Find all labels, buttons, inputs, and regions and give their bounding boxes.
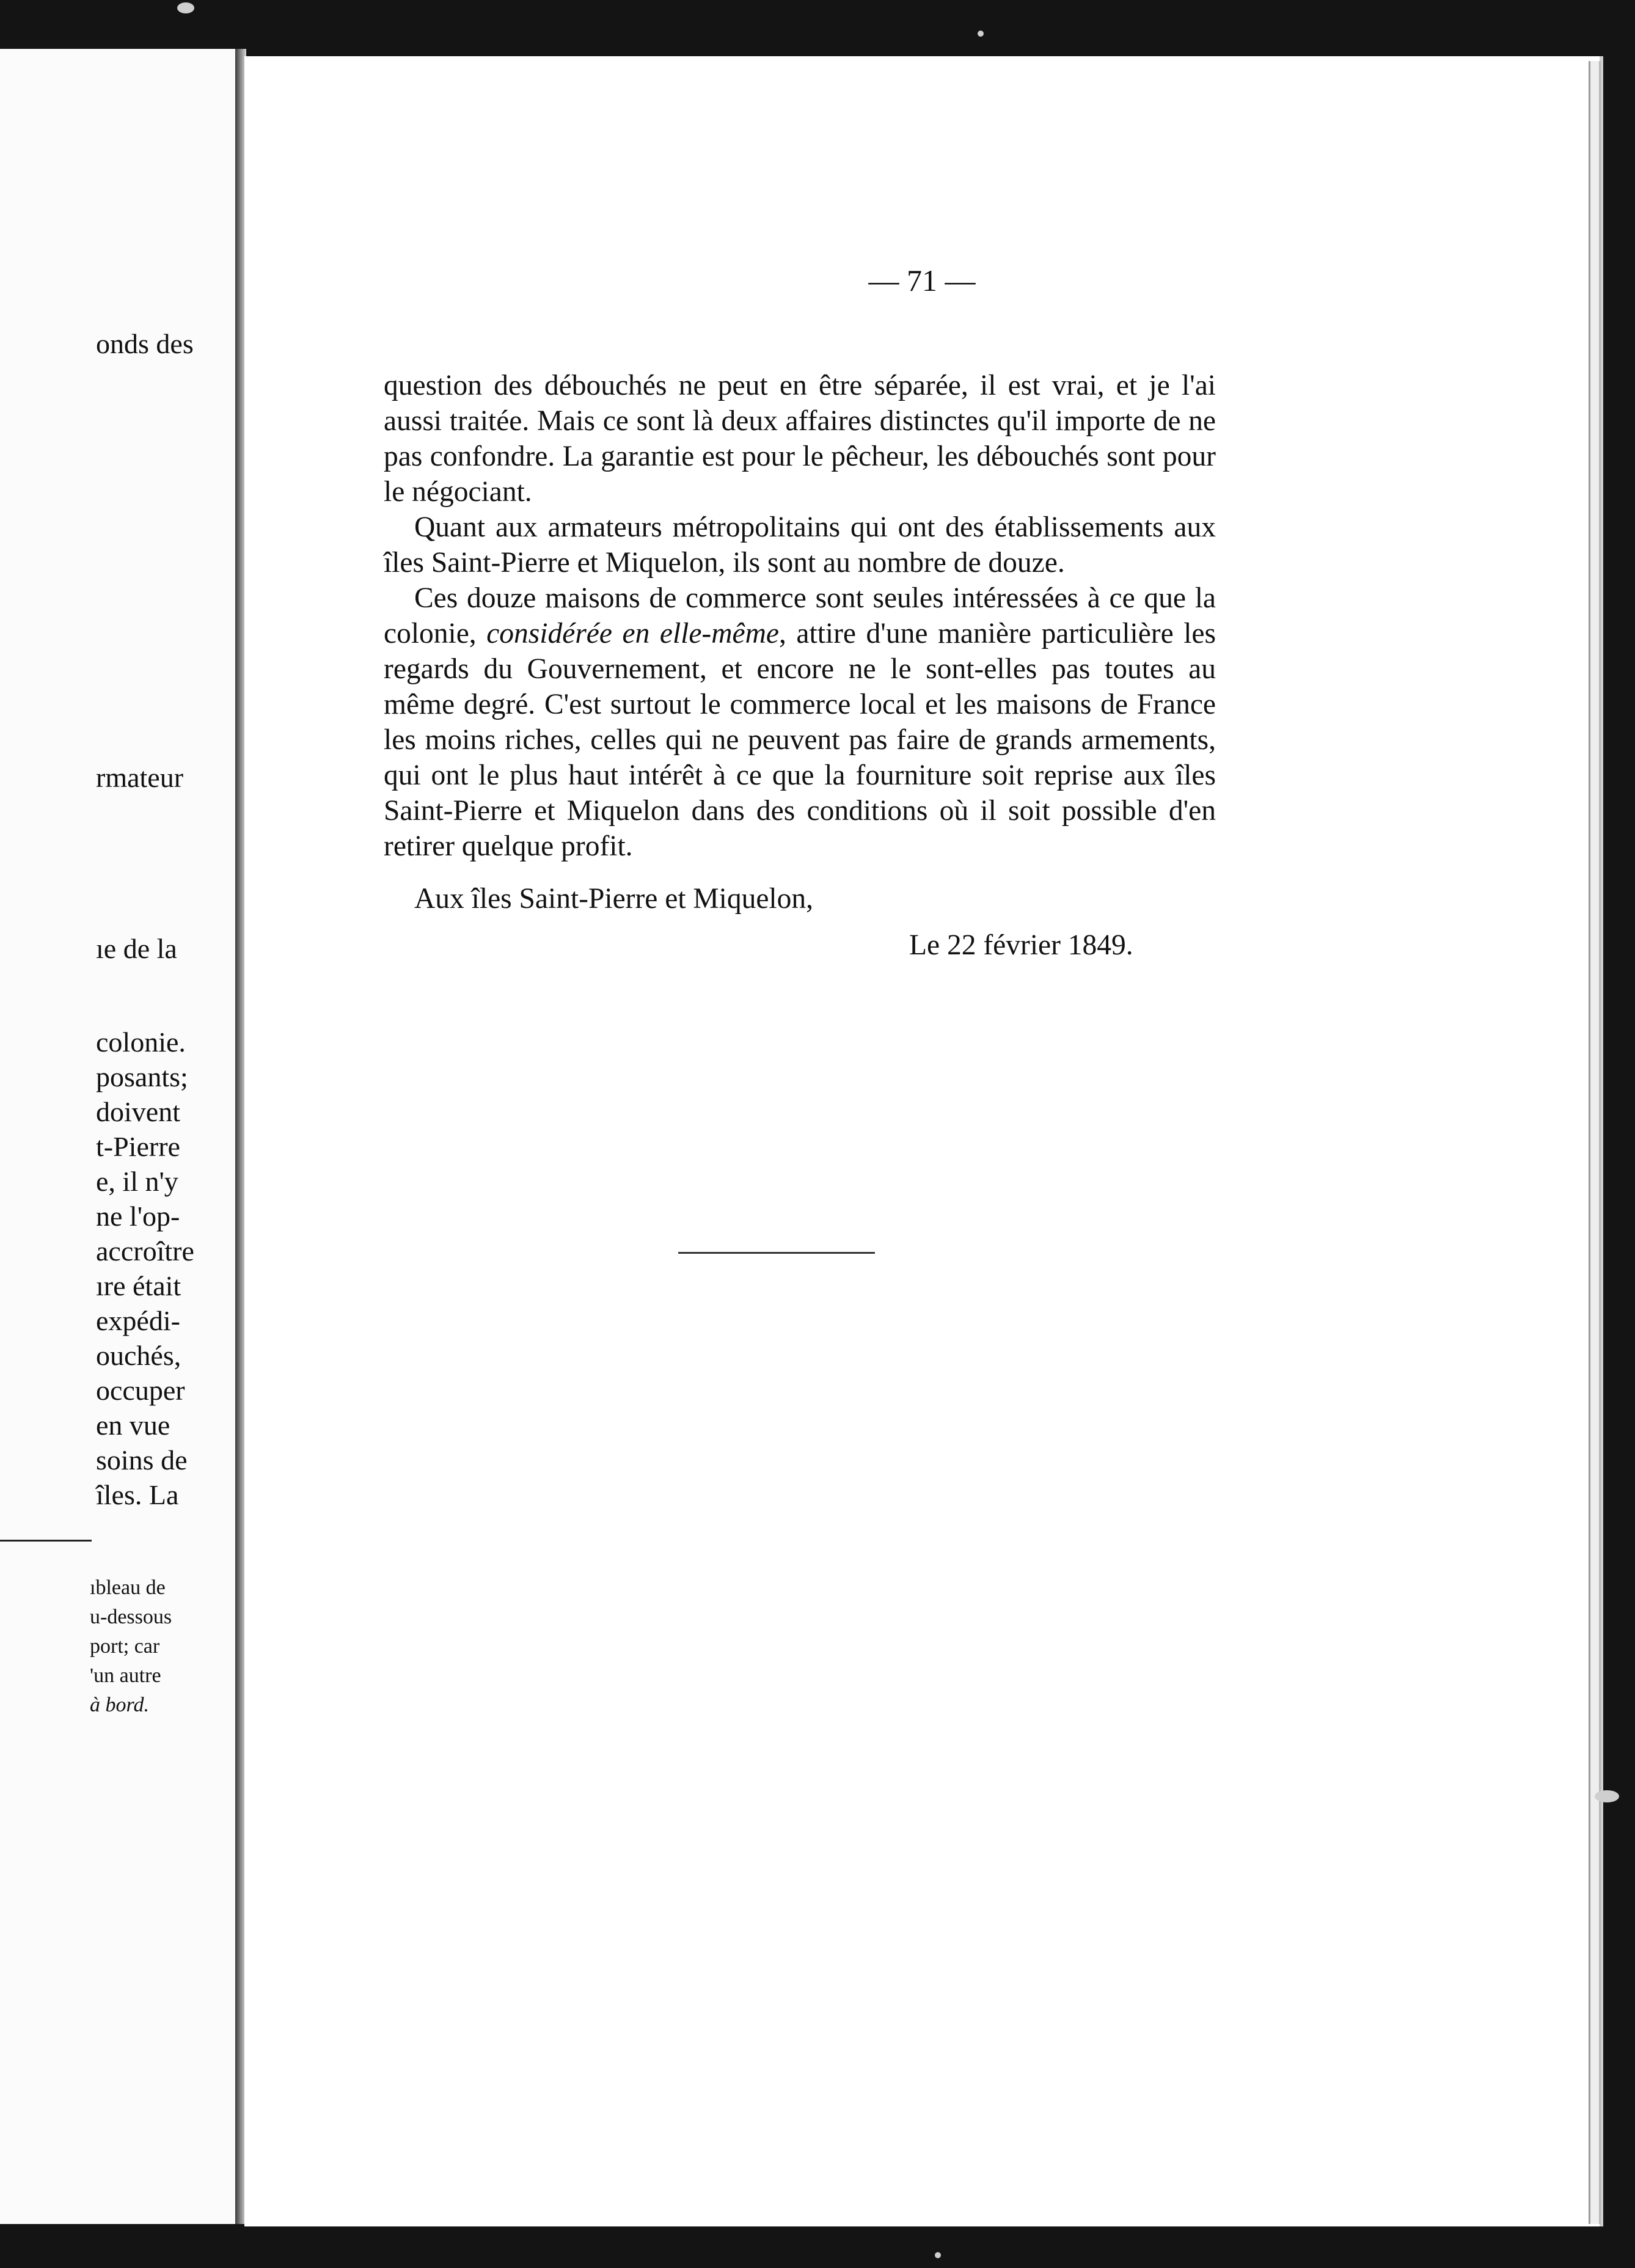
left-footnote-line: u-dessous [90,1606,172,1628]
italic-phrase: considérée en elle-même [486,618,780,649]
page-number: — 71 — [868,263,976,298]
left-page-line: doivent [96,1096,180,1127]
place-signoff: Aux îles Saint-Pierre et Miquelon, [414,883,814,915]
left-page-line: ıe de la [96,933,177,964]
paragraph-text: Ces douze maisons de commerce sont seules intéressées à ce que la colonie, [384,582,1216,649]
left-page-line: occuper [96,1375,185,1406]
paragraph: question des débouchés ne peut en être séparée, il est vrai, et je l'ai aussi traitée. Mais ce sont là deux affaires distinctes qu'il importe de ne pas confondre. La garantie est pour le pêcheur, les débouchés sont pour le négociant. [384,370,1216,508]
left-page-line: onds des [96,328,194,359]
left-footnote-line: ıbleau de [90,1576,166,1599]
left-page-line: soins de [96,1444,188,1476]
scan-speck [1595,1790,1619,1802]
left-footnote-line: port; car [90,1635,160,1658]
left-footnote-line: à bord. [90,1694,149,1716]
paragraph-text: , attire d'une manière particulière les regards du Gouvernement, et encore ne le sont-elles pas toutes au même degré. C'est surtout le commerce local et les maisons de France les moins riches, celles qui ne peuvent pas faire de grands armements, qui ont le plus haut intérêt à ce que la fourniture soit reprise aux îles Saint-Pierre et Miquelon dans des conditions où il soit possible d'en retirer quelque profit. [384,618,1216,862]
section-end-rule [678,1252,875,1254]
footnote-rule [0,1540,92,1542]
scan-speck [978,31,984,37]
left-page-line: t-Pierre [96,1131,180,1162]
left-page-line: rmateur [96,762,184,793]
left-page-line: ıre était [96,1270,181,1301]
scan-speck [935,2252,941,2258]
page-stack-edge [1589,61,1601,2224]
left-page-line: posants; [96,1061,188,1092]
body-text [384,368,1216,864]
left-page-line: accroître [96,1235,194,1267]
left-facing-page [0,49,235,2224]
left-page-line: îles. La [96,1479,179,1510]
left-page-line: expédi- [96,1305,180,1336]
right-page [244,56,1603,2226]
left-footnote-line: 'un autre [90,1664,161,1687]
left-page-line: ne l'op- [96,1201,180,1232]
scan-speck [177,2,194,13]
paragraph: Quant aux armateurs métropolitains qui ont des établissements aux îles Saint-Pierre et Miquelon, ils sont au nombre de douze. [384,511,1216,579]
left-page-line: colonie. [96,1026,186,1058]
left-page-line: en vue [96,1410,170,1441]
left-page-line: ouchés, [96,1340,181,1371]
date-line: Le 22 février 1849. [909,929,1133,961]
left-page-line: e, il n'y [96,1166,178,1197]
paragraph [384,580,1216,864]
